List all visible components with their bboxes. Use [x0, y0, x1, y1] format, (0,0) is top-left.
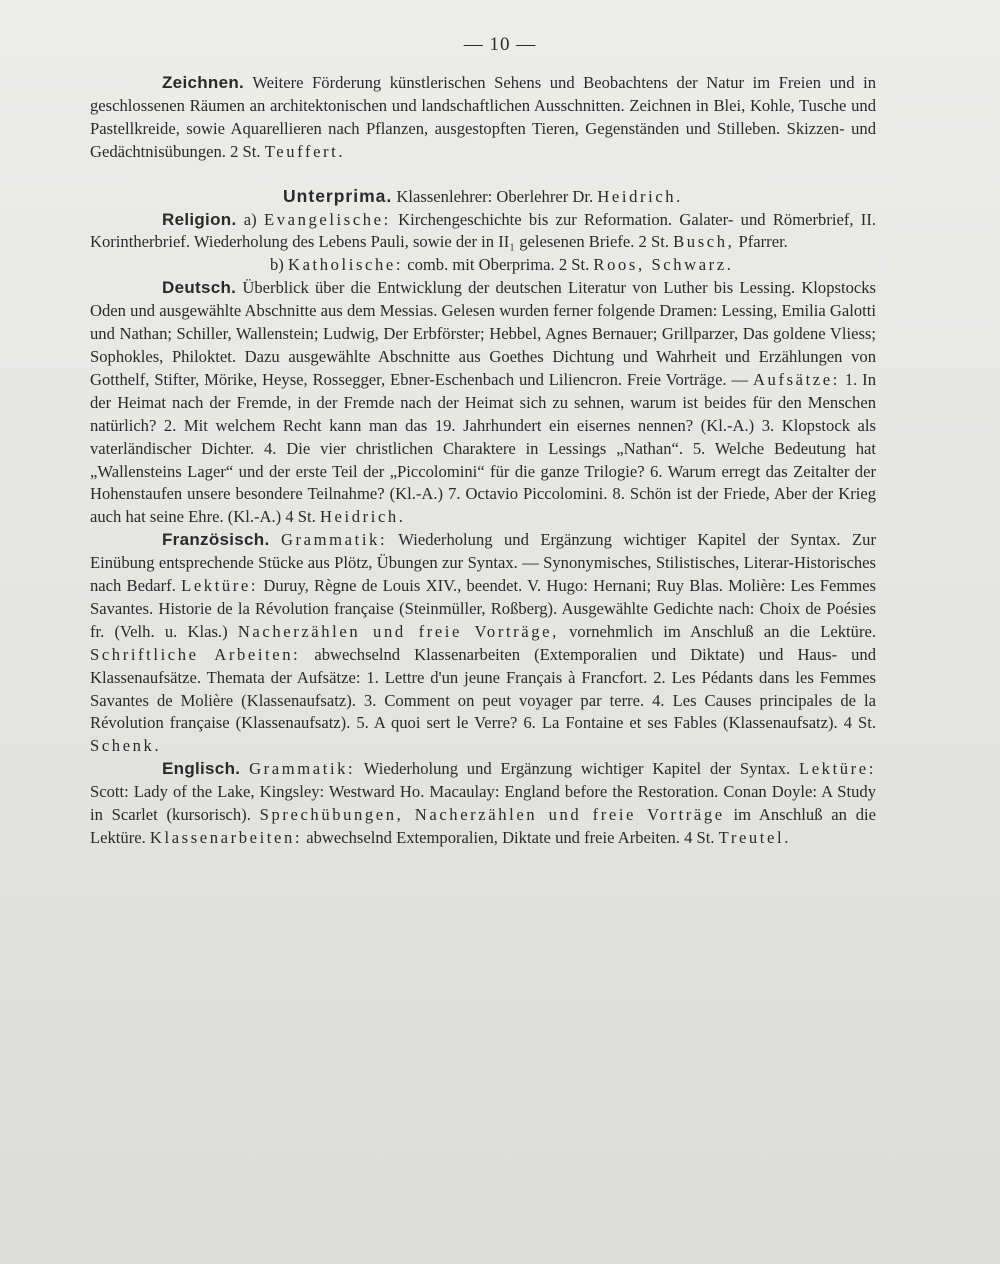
deutsch-teacher: Heidrich.: [319, 507, 406, 527]
religion-a-role: Pfarrer.: [738, 232, 788, 252]
franz-teacher: Schenk.: [90, 736, 162, 756]
franz-label-grammatik: Grammatik:: [280, 530, 388, 550]
religion-a-text: Kirchengeschichte bis zur Reformation. Galater- und Römerbrief, II. Korintherbrief. Wiederholung des Lebens Pauli, sowie der in II₁ gelesenen Briefe. 2 St.: [90, 209, 876, 252]
religion-b-teacher: Roos, Schwarz.: [593, 255, 734, 275]
franz-label-lektuere: Lektüre:: [181, 576, 259, 596]
deutsch-text-1: Überblick über die Entwicklung der deutschen Literatur von Luther bis Lessing. Klopstocks Oden und ausgewählte Abschnitte aus dem Messias. Gelesen wurden ferner folgende Dramen: Lessing, Emilia Galotti und Nathan; Schiller, Wallenstein; Ludwig, Der Erbförster; Hebbel, Agnes Bernauer; Grillparzer, Das goldene Vliess; Sophokles, Philoktet. Dazu ausgewählte Abschnitte aus Goethes Dichtung und Wahrheit und Erzählungen von Gotthelf, Stifter, Mörike, Heyse, Rossegger, Ebner-Eschenbach und Liliencron. Freie Vorträge. —: [90, 278, 876, 389]
section-religion-a: [90, 209, 876, 255]
zeichnen-teacher: Teuffert.: [264, 141, 346, 161]
religion-b-prefix: b): [270, 255, 284, 275]
heading-englisch: Englisch.: [162, 759, 241, 779]
heading-religion: Religion.: [162, 209, 237, 229]
section-franzoesisch: [90, 529, 876, 758]
heading-franzoesisch: Französisch.: [162, 530, 270, 550]
section-englisch: [90, 758, 876, 850]
engl-label-sprechuebungen: Sprechübungen, Nacherzählen und freie Vorträge: [259, 805, 725, 825]
unterprima-teacher: Heidrich.: [597, 186, 683, 206]
engl-teacher: Treutel.: [718, 828, 791, 847]
religion-a-teacher: Busch,: [673, 232, 735, 252]
franz-label-schriftliche: Schriftliche Arbeiten:: [90, 644, 301, 664]
engl-text-4: abwechselnd Extemporalien, Diktate und freie Arbeiten. 4 St.: [306, 828, 715, 847]
engl-text-1: Wiederholung und Ergänzung wichtiger Kapitel der Syntax.: [363, 759, 791, 779]
religion-b-label: Katholische:: [287, 255, 404, 275]
religion-a-label: Evangelische:: [263, 209, 391, 229]
heading-deutsch: Deutsch.: [162, 278, 237, 298]
deutsch-text-2: 1. In der Heimat nach der Fremde, in der Fremde nach der Heimat sich zu sehnen, warum ist beides für den Menschen natürlich? 2. Mit welchem Recht kann man das 19. Jahrhundert ein eisernes nennen? (Kl.-A.) 3. Klopstock als vaterländischer Dichter. 4. Die vier christlichen Charaktere in Lessings „Nathan“. 5. Welche Bedeutung hat „Wallensteins Lager“ und der erste Teil der „Piccolomini“ für die ganze Trilogie? 6. Warum erregt das Zeitalter der Hohenstaufen unsere besondere Teilnahme? (Kl.-A.) 7. Octavio Piccolomini. 8. Schön ist der Friede, Aber der Krieg auch hat seine Ehre. (Kl.-A.) 4 St.: [90, 369, 876, 527]
page-content: [90, 72, 876, 850]
engl-label-klassenarbeiten: Klassenarbeiten:: [149, 828, 303, 847]
franz-text-1: Wiederholung und Ergänzung wichtiger Kapitel der Syntax. Zur Einübung entsprechende Stücke aus Plötz, Übungen zur Syntax. — Synonymisches, Stilistisches, Literar-Historisches nach Bedarf.: [90, 530, 876, 596]
section-deutsch: [90, 277, 876, 529]
engl-label-lektuere: Lektüre:: [798, 759, 876, 779]
religion-b-text: comb. mit Oberprima. 2 St.: [407, 255, 590, 275]
franz-label-nacherzaehlen: Nacherzählen und freie Vorträge,: [237, 621, 559, 641]
heading-unterprima: Unterprima.: [283, 185, 393, 206]
franz-text-4: abwechselnd Klassenarbeiten (Extemporalien und Diktate) und Haus- und Klassenaufsätze. Themata der Aufsätze: 1. Lettre d'un jeune Français à Francfort. 2. Les Pédants dans les Femmes Savantes de Molière (Klassenaufsatz). 3. Comment on peut voyager par terre. 4. Les Causes principales de la Révolution française (Klassenaufsatz). 5. A quoi sert le Verre? 6. La Fontaine et ses Fables (Klassenaufsatz). 4 St.: [90, 644, 876, 733]
religion-a-prefix: a): [243, 209, 257, 229]
engl-label-grammatik: Grammatik:: [249, 759, 356, 779]
engl-text-3: im Anschluß an die Lektüre.: [90, 805, 876, 847]
zeichnen-text: Weitere Förderung künstlerischen Sehens und Beobachtens der Natur im Freien und in geschlossenen Räumen an architektonischen und landschaftlichen Ausschnitten. Zeichnen in Blei, Kohle, Tusche und Pastellkreide, sowie Aquarellieren nach Pflanzen, ausgestopften Tieren, Gegenständen und Stilleben. Skizzen- und Gedächtnisübungen. 2 St.: [90, 73, 876, 161]
page-number: — 10 —: [463, 34, 537, 55]
engl-text-2: Scott: Lady of the Lake, Kingsley: Westward Ho. Macaulay: England before the Restoration. Conan Doyle: A Study in Scarlet (kursorisch).: [90, 782, 876, 825]
section-religion-b: [90, 254, 876, 277]
franz-text-2: Duruy, Règne de Louis XIV., beendet. V. Hugo: Hernani; Ruy Blas. Molière: Les Femmes Savantes. Historie de la Révolution française (Steinmüller, Roßberg). Ausgewählte Gedichte nach: Choix de Poésies fr. (Velh. u. Klas.): [90, 576, 876, 641]
section-unterprima: [90, 185, 876, 209]
heading-zeichnen: Zeichnen.: [162, 73, 245, 92]
section-zeichnen: [90, 72, 876, 164]
deutsch-label-aufsaetze: Aufsätze:: [752, 369, 840, 389]
unterprima-text: Klassenlehrer: Oberlehrer Dr.: [396, 186, 594, 206]
franz-text-3: vornehmlich im Anschluß an die Lektüre.: [569, 621, 876, 641]
